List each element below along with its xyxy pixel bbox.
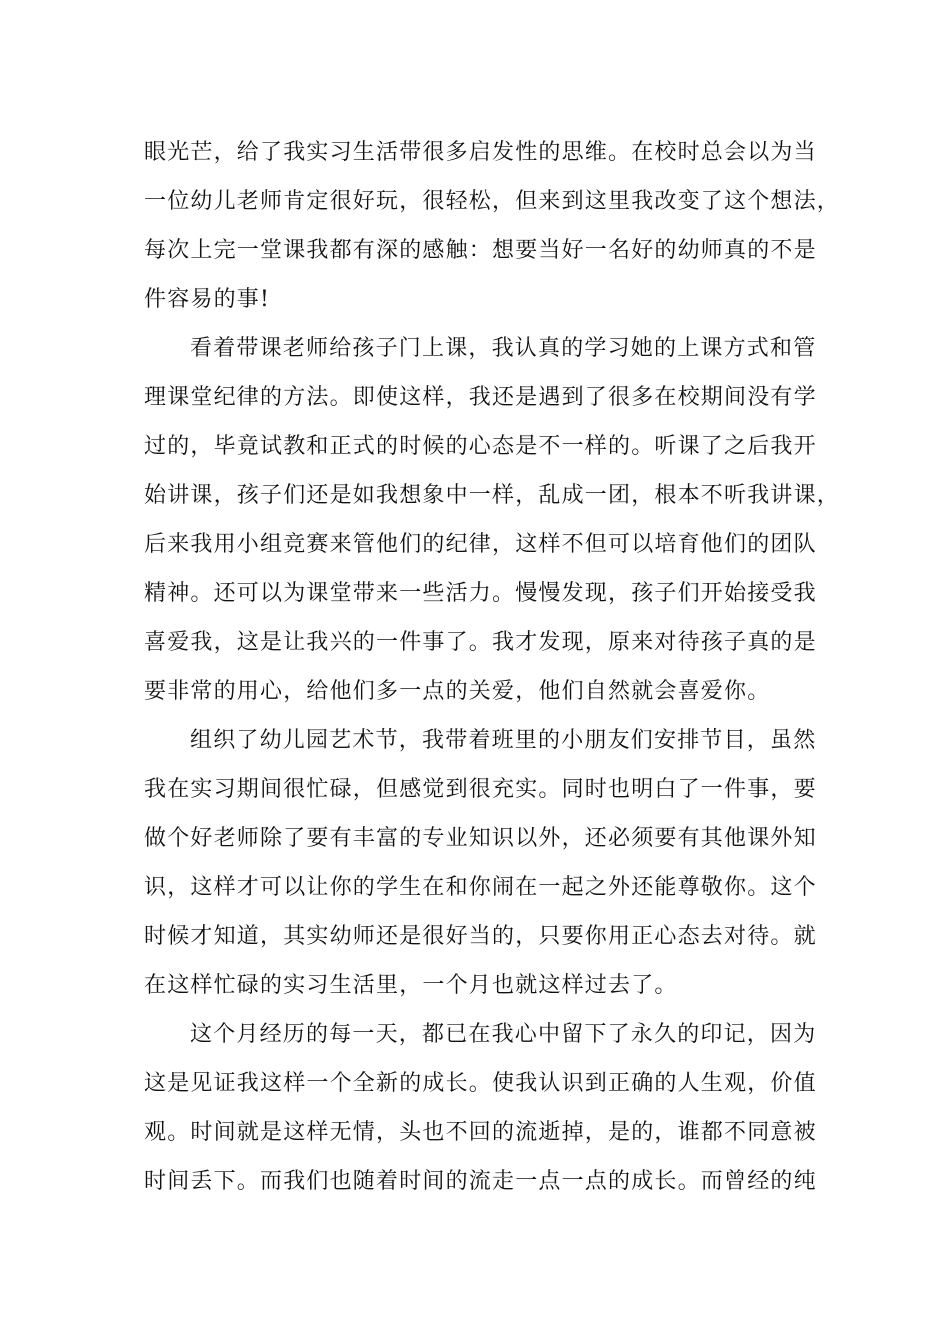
text-line: 要非常的用心，给他们多一点的关爱，他们自然就会喜爱你。 xyxy=(144,679,771,704)
paragraph-first-line: 这个月经历的每一天，都已在我心中留下了永久的印记，因为 xyxy=(190,1022,817,1047)
text-line: 在这样忙碌的实习生活里，一个月也就这样过去了。 xyxy=(144,973,678,998)
text-line: 理课堂纪律的方法。即使这样，我还是遇到了很多在校期间没有学 xyxy=(144,385,817,410)
text-line: 始讲课，孩子们还是如我想象中一样，乱成一团，根本不听我讲课， xyxy=(144,483,841,508)
text-line: 这是见证我这样一个全新的成长。使我认识到正确的人生观，价值 xyxy=(144,1071,817,1096)
text-line: 时间丢下。而我们也随着时间的流走一点一点的成长。而曾经的纯 xyxy=(144,1169,817,1194)
text-line: 观。时间就是这样无情，头也不回的流逝掉，是的，谁都不同意被 xyxy=(144,1120,817,1145)
document-body xyxy=(144,128,841,1206)
text-line: 做个好老师除了要有丰富的专业知识以外，还必须要有其他课外知 xyxy=(144,826,817,851)
text-line: 精神。还可以为课堂带来一些活力。慢慢发现，孩子们开始接受我 xyxy=(144,581,817,606)
text-line: 识，这样才可以让你的学生在和你闹在一起之外还能尊敬你。这个 xyxy=(144,875,817,900)
text-line: 喜爱我，这是让我兴的一件事了。我才发现，原来对待孩子真的是 xyxy=(144,630,817,655)
text-line: 件容易的事! xyxy=(144,287,271,312)
text-line: 后来我用小组竞赛来管他们的纪律，这样不但可以培育他们的团队 xyxy=(144,532,817,557)
text-line: 我在实习期间很忙碌，但感觉到很充实。同时也明白了一件事，要 xyxy=(144,777,817,802)
text-line: 一位幼儿老师肯定很好玩，很轻松，但来到这里我改变了这个想法， xyxy=(144,189,841,214)
paragraph-first-line: 看着带课老师给孩子门上课，我认真的学习她的上课方式和管 xyxy=(190,336,817,361)
text-line: 时候才知道，其实幼师还是很好当的，只要你用正心态去对待。就 xyxy=(144,924,817,949)
text-line: 眼光芒，给了我实习生活带很多启发性的思维。在校时总会以为当 xyxy=(144,140,817,165)
text-line: 过的，毕竟试教和正式的时候的心态是不一样的。听课了之后我开 xyxy=(144,434,817,459)
paragraph-first-line: 组织了幼儿园艺术节，我带着班里的小朋友们安排节目，虽然 xyxy=(190,728,817,753)
text-line: 每次上完一堂课我都有深的感触：想要当好一名好的幼师真的不是 xyxy=(144,238,817,263)
